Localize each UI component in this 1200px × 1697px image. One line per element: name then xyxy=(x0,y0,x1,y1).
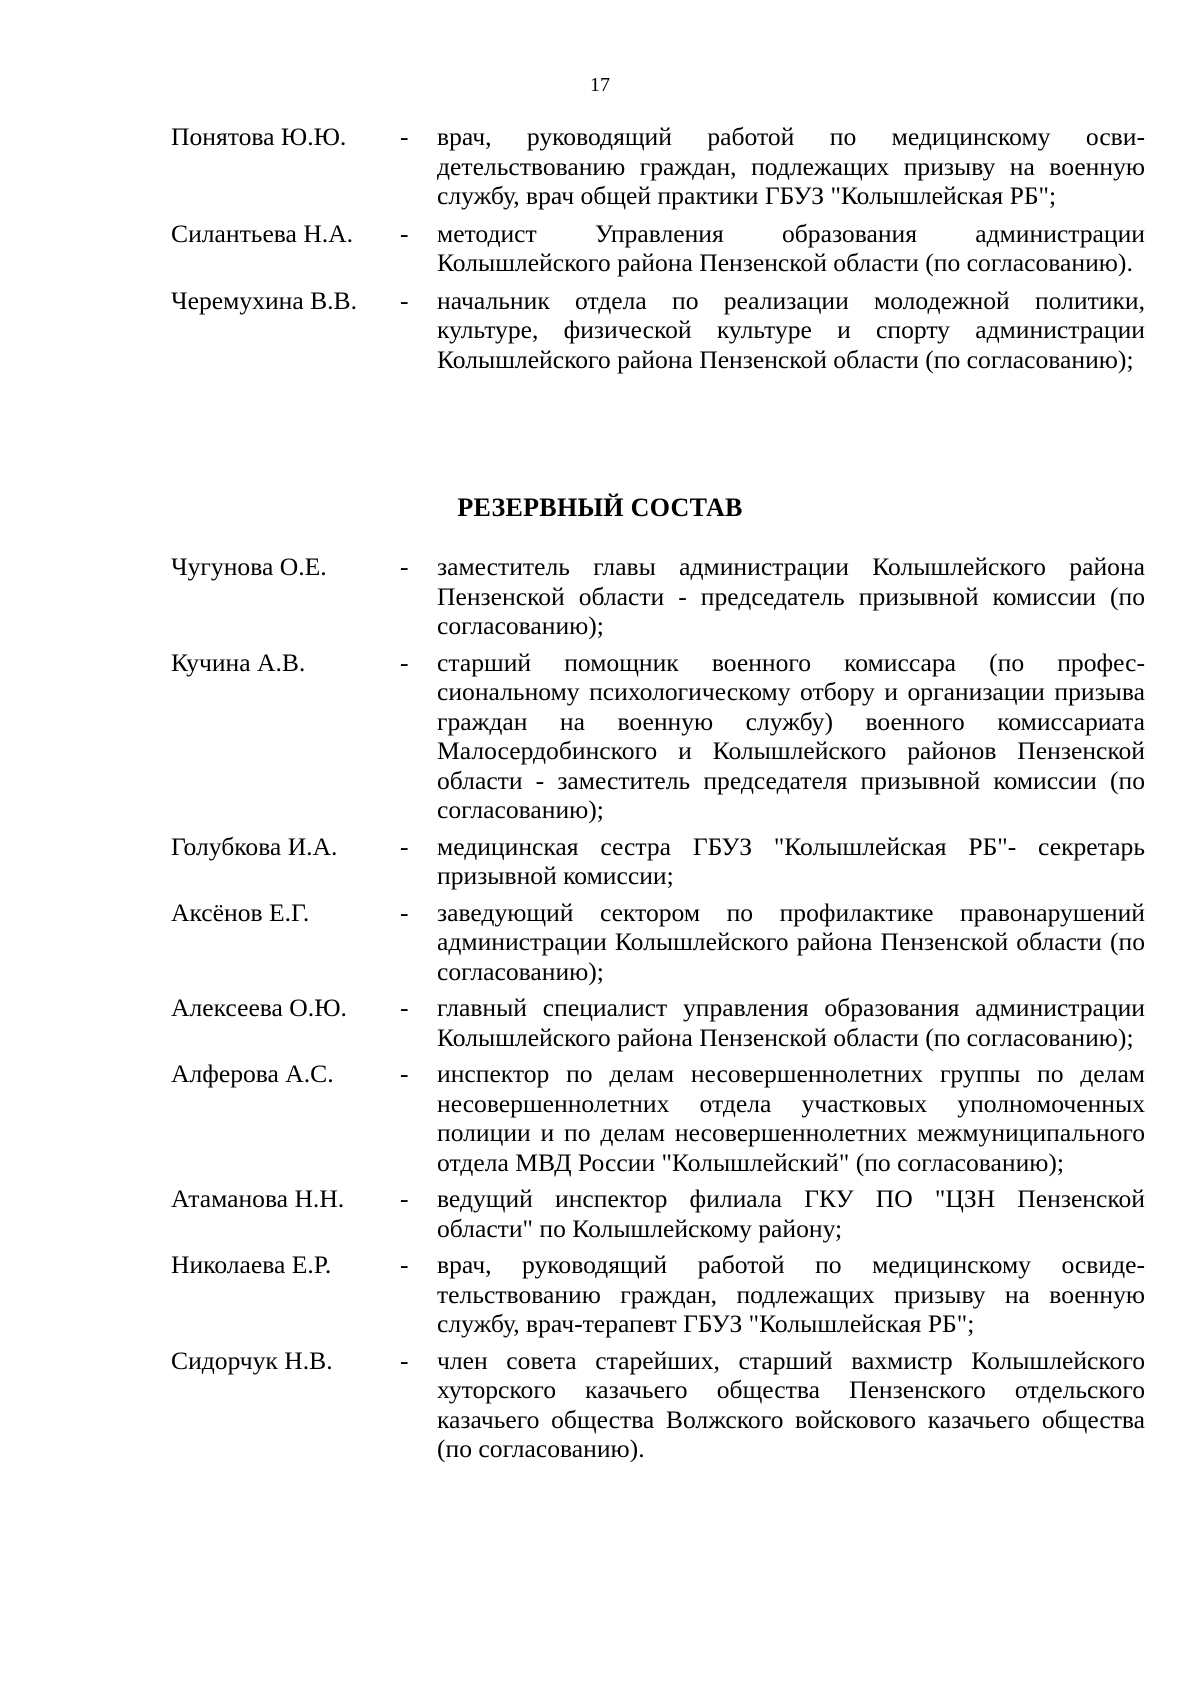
main-members-list xyxy=(0,122,1200,374)
member-dash: - xyxy=(400,285,409,315)
member-name: Чугунова О.Е. xyxy=(171,552,327,581)
member-name: Николаева Е.Р. xyxy=(171,1250,332,1279)
member-description: инспектор по делам несовершеннолетних группы по делам несовершеннолетних отдела участковых уполномоченных полиции и по делам несовершеннолетних межмуниципального отдела МВД России "Колышлейский" (по согласованию); xyxy=(437,1059,1145,1177)
member-dash: - xyxy=(400,218,409,248)
member-entry xyxy=(0,1059,1200,1177)
member-entry xyxy=(0,898,1200,987)
member-entry xyxy=(0,648,1200,825)
member-name: Сидорчук Н.В. xyxy=(171,1345,333,1375)
member-description: врач, руководящий работой по медицинскому освидетельствованию граждан, подлежащих призыву на военную службу, врач-терапевт ГБУЗ "Колышлейская РБ"; xyxy=(437,1250,1145,1338)
member-dash: - xyxy=(400,831,409,861)
member-dash: - xyxy=(400,1184,409,1213)
member-description: главный специалист управления образования администрации Колышлейского района Пензенской области (по согласованию); xyxy=(437,993,1145,1052)
member-entry xyxy=(0,286,1200,375)
member-name: Силантьева Н.А. xyxy=(171,218,354,248)
member-dash: - xyxy=(400,1059,409,1088)
member-entry xyxy=(0,993,1200,1052)
member-name: Алексеева О.Ю. xyxy=(171,993,347,1022)
member-description: старший помощник военного комиссара (по профессиональному психологическому отбору и организации призыва граждан на военную службу) военного комиссариата Малосердобинского и Колышлейского районов Пензенской области - заместитель председателя призывной комиссии (по согласованию); xyxy=(437,647,1145,824)
member-description: методист Управления образования администрации Колышлейского района Пензенской области (по согласованию). xyxy=(437,218,1145,277)
member-entry xyxy=(0,832,1200,891)
member-name: Алферова А.С. xyxy=(171,1059,334,1088)
member-dash: - xyxy=(400,552,409,581)
member-entry xyxy=(0,1184,1200,1243)
member-description: медицинская сестра ГБУЗ "Колышлейская РБ"- секретарь призывной комиссии; xyxy=(437,831,1145,890)
reserve-section-heading: РЕЗЕРВНЫЙ СОСТАВ xyxy=(457,493,743,522)
page-number: 17 xyxy=(590,74,610,96)
reserve-members-list xyxy=(0,552,1200,1464)
member-name: Понятова Ю.Ю. xyxy=(171,122,347,151)
member-name: Голубкова И.А. xyxy=(171,831,338,861)
member-name: Атаманова Н.Н. xyxy=(171,1184,345,1213)
member-entry xyxy=(0,1346,1200,1464)
member-description: начальник отдела по реализации молодежной политики, культуре, физической культуре и спорту администрации Колышлейского района Пензенской области (по согласованию); xyxy=(437,285,1145,374)
member-name: Аксёнов Е.Г. xyxy=(171,897,310,927)
member-entry xyxy=(0,1250,1200,1339)
member-dash: - xyxy=(400,1250,409,1279)
member-entry xyxy=(0,219,1200,278)
member-entry xyxy=(0,552,1200,641)
member-description: член совета старейших, старший вахмистр Колышлейского хуторского казачьего общества Пензенского отдельского казачьего общества Волжского войскового казачьего общества (по согласованию). xyxy=(437,1345,1145,1463)
member-dash: - xyxy=(400,647,409,677)
member-dash: - xyxy=(400,993,409,1022)
member-entry xyxy=(0,122,1200,211)
member-dash: - xyxy=(400,1345,409,1375)
member-name: Черемухина В.В. xyxy=(171,285,358,315)
member-description: заместитель главы администрации Колышлейского района Пензенской области - председатель призывной комиссии (по согласованию); xyxy=(437,552,1145,640)
member-dash: - xyxy=(400,897,409,927)
member-description: врач, руководящий работой по медицинскому освидетельствованию граждан, подлежащих призыву на военную службу, врач общей практики ГБУЗ "Колышлейская РБ"; xyxy=(437,122,1145,210)
member-description: ведущий инспектор филиала ГКУ ПО "ЦЗН Пензенской области" по Колышлейскому району; xyxy=(437,1184,1145,1243)
member-description: заведующий сектором по профилактике правонарушений администрации Колышлейского района Пензенской области (по согласованию); xyxy=(437,897,1145,986)
member-name: Кучина А.В. xyxy=(171,647,306,677)
member-dash: - xyxy=(400,122,409,151)
